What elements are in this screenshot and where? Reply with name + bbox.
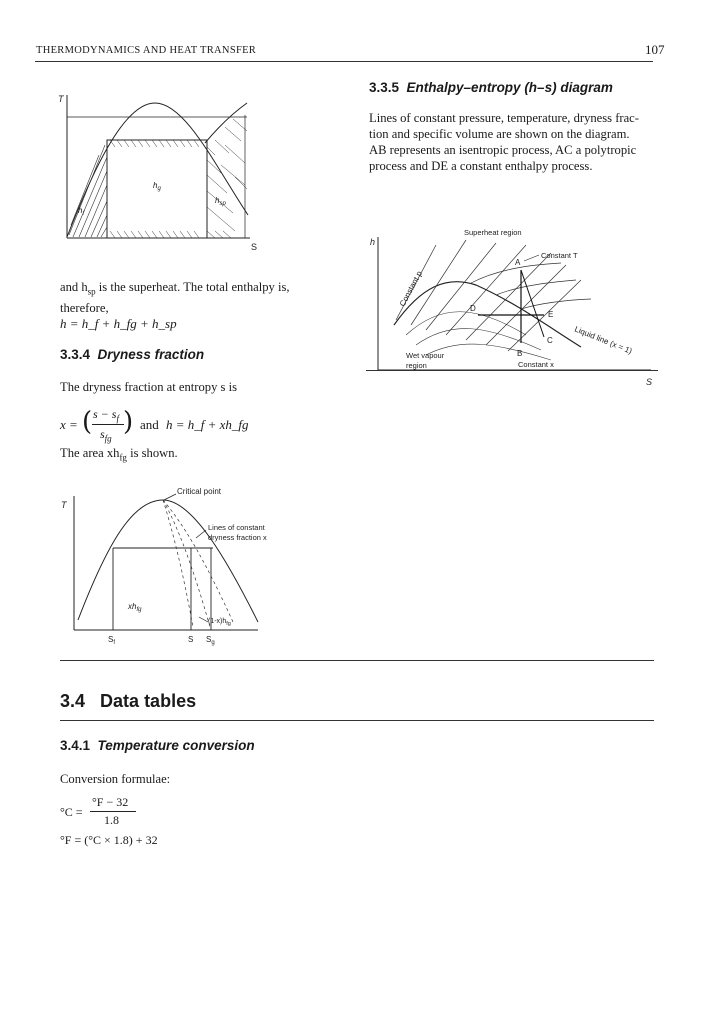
header-rule <box>35 61 653 62</box>
section-3-3-5-number: 3.3.5 <box>369 80 400 95</box>
critical-point-label: Critical point <box>177 487 222 496</box>
section-3-3-5-heading <box>369 80 613 95</box>
wet-vapour-label-1: Wet vapour <box>406 351 445 360</box>
lines-constant-label-1: Lines of constant <box>208 523 265 532</box>
f1-fraction-bar <box>90 811 136 812</box>
eq2-numerator <box>93 407 119 423</box>
remainder-label: $(1-x)h_{fg}$ <box>208 618 231 627</box>
para3-text-a: The area xh <box>60 446 120 460</box>
para3-sub: fg <box>119 452 127 463</box>
section-3-4-1-title: Temperature conversion <box>97 738 255 753</box>
formula-fahrenheit: °F = (°C × 1.8) + 32 <box>60 833 158 847</box>
eq2-fraction-bar <box>92 424 124 425</box>
hs-figure <box>366 225 661 390</box>
label-hg: $h_g$ <box>153 181 161 192</box>
hs-paragraph <box>369 110 659 174</box>
label-hsp: $h_{sp}$ <box>215 196 226 207</box>
section-3-3-4-number: 3.3.4 <box>60 347 91 362</box>
hs-line-2: tion and specific volume are shown on the diagram. <box>369 127 630 141</box>
section-3-4-title: Data tables <box>100 691 197 711</box>
dryness-equation <box>60 405 310 445</box>
eq2-paren-left: ( <box>82 407 93 437</box>
superheat-figure <box>55 85 270 260</box>
section-3-4-number: 3.4 <box>60 691 86 711</box>
f1-denominator: 1.8 <box>104 813 119 827</box>
section-3-3-4-heading <box>60 347 204 362</box>
f1-numerator: °F − 32 <box>92 795 129 809</box>
eq2-den-sub: fg <box>104 433 112 444</box>
eq2-paren-right: ) <box>123 407 134 437</box>
hs-line-3: AB represents an isentropic process, AC a polytropic <box>369 143 637 157</box>
eq2-lhs: x = <box>60 417 78 432</box>
eq2-rhs: h = h_f + xh_fg <box>166 417 249 432</box>
enthalpy-equation: h = h_f + h_fg + h_sp <box>60 316 177 331</box>
section-rule-bottom <box>60 720 654 721</box>
point-d: D <box>470 304 476 313</box>
dryness-paragraph: The dryness fraction at entropy s is <box>60 380 237 394</box>
para1-text-c: therefore, <box>60 300 109 315</box>
tick-sf: $S_f$ <box>108 635 116 646</box>
hs-axis-x: S <box>646 377 653 387</box>
constant-x-label: Constant x <box>518 360 554 369</box>
section-rule-top <box>60 660 654 661</box>
f1-lhs: °C = <box>60 805 83 819</box>
eq2-and: and <box>140 417 159 432</box>
eq2-num-text: s − s <box>93 407 117 421</box>
superheat-axis-y: T <box>58 94 64 104</box>
running-title: THERMODYNAMICS AND HEAT TRANSFER <box>36 45 257 56</box>
wet-vapour-label-2: region <box>406 361 427 370</box>
label-hf: $h_f$ <box>78 206 85 217</box>
eq2-den-text: s <box>100 427 105 441</box>
point-e: E <box>548 310 554 319</box>
section-3-4-1-number: 3.4.1 <box>60 738 91 753</box>
constant-p-label: Constant p <box>397 269 424 308</box>
hs-axis-y: h <box>370 237 376 247</box>
eq2-denominator <box>100 427 112 443</box>
para3-text-b: is shown. <box>126 446 178 460</box>
hs-figure-rule <box>366 370 658 371</box>
tick-sg: $S_g$ <box>206 635 215 646</box>
section-3-4-1-heading <box>60 738 255 753</box>
section-3-3-4-title: Dryness fraction <box>97 347 205 362</box>
dryness-axis-y: T <box>61 500 67 510</box>
area-xhfg-label: $xh_{fg}$ <box>128 602 142 613</box>
superheat-region-label: Superheat region <box>464 228 522 237</box>
dryness-figure <box>58 482 288 647</box>
section-3-4-heading <box>60 691 196 712</box>
point-a: A <box>515 258 521 267</box>
formula-celsius <box>60 795 260 831</box>
hs-line-1: Lines of constant pressure, temperature, dryness frac- <box>369 111 639 125</box>
point-c: C <box>547 336 553 345</box>
hs-line-4: process and DE a constant enthalpy process. <box>369 159 593 173</box>
conversion-intro: Conversion formulae: <box>60 772 171 786</box>
para1-sub: sp <box>87 286 96 297</box>
superheat-axis-x: S <box>251 242 258 252</box>
point-b: B <box>517 349 523 358</box>
area-paragraph <box>60 445 178 466</box>
section-3-3-5-title: Enthalpy–entropy (h–s) diagram <box>406 80 613 95</box>
eq2-num-sub: f <box>116 413 119 424</box>
superheat-paragraph <box>60 279 350 316</box>
tick-s: S <box>188 635 194 644</box>
liquid-line-label: Liquid line (x = 1) <box>573 324 634 356</box>
page-number: 107 <box>645 42 665 57</box>
para1-text-b: is the superheat. The total enthalpy is, <box>95 280 290 294</box>
para1-text-a: and h <box>60 280 88 294</box>
constant-t-label: Constant T <box>541 251 578 260</box>
lines-constant-label-2: dryness fraction x <box>208 533 267 542</box>
